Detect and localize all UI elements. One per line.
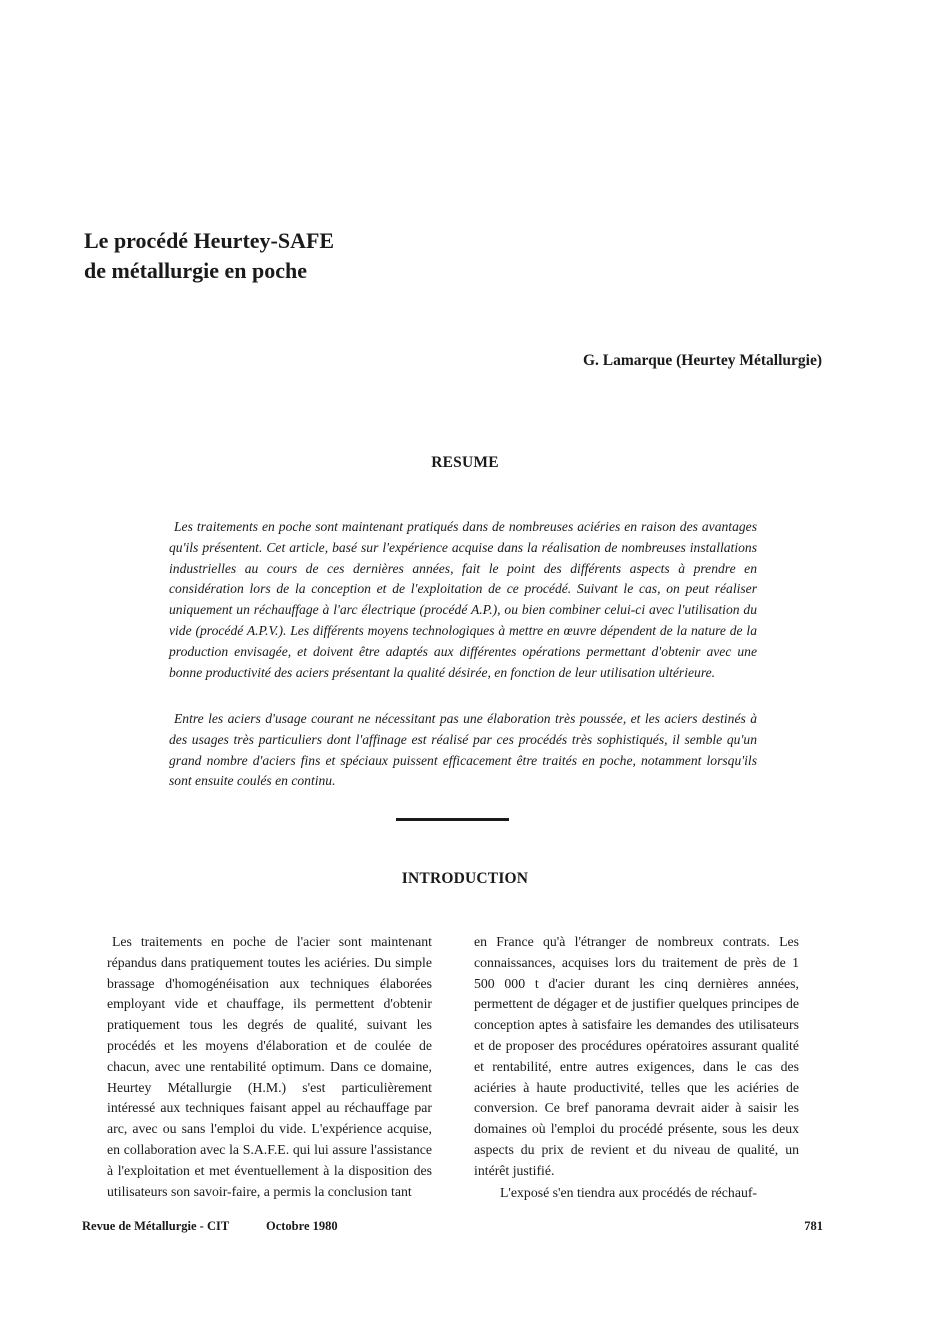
footer-page-number: 781 (804, 1219, 823, 1233)
section-divider (396, 818, 509, 821)
introduction-heading: INTRODUCTION (401, 870, 529, 887)
introduction-right-column-continuation: L'exposé s'en tiendra aux procédés de réchauf- (500, 1185, 758, 1200)
introduction-left-column: Les traitements en poche de l'acier sont maintenant répandus dans pratiquement toutes les aciéries. Du simple brassage d'homogénéisation aux techniques élaborées employant vide et chauffage, ils permettent d'obtenir pratiquement tous les degrés de qualité, suivant les procédés et les moyens d'élaboration et de coulée de chacun, avec une rentabilité optimum. Dans ce domaine, Heurtey Métallurgie (H.M.) s'est particulièrement intéressé aux techniques faisant appel au réchauffage par arc, avec ou sans l'emploi du vide. L'expérience acquise, en collaboration avec la S.A.F.E. qui lui assure l'assistance à l'exploitation et met éventuellement à la disposition des utilisateurs son savoir-faire, a permis la conclusion tant (107, 934, 432, 1199)
footer-journal-name: Revue de Métallurgie - CIT (82, 1219, 230, 1233)
title-line-2: de métallurgie en poche (84, 258, 308, 283)
author-line: G. Lamarque (Heurtey Métallurgie) (582, 352, 822, 369)
abstract-paragraph-1: Les traitements en poche sont maintenant pratiqués dans de nombreuses aciéries en raison des avantages qu'ils présentent. Cet article, basé sur l'expérience acquise dans la réalisation de nombreuses installations industrielles au cours de ces dernières années, fait le point des différents aspects à prendre en considération lors de la conception et de l'exploitation de ce procédé. Suivant le cas, on peut réaliser uniquement un réchauffage à l'arc électrique (procédé A.P.), ou bien combiner celui-ci avec l'utilisation du vide (procédé A.P.V.). Les différents moyens technologiques à mettre en œuvre dépendent de la nature de la production envisagée, et doivent être adaptés aux différentes opérations permettant d'obtenir avec une bonne productivité des aciers présentant la qualité désirée, en fonction de leur utilisation ultérieure. (169, 519, 757, 680)
footer-issue-date: Octobre 1980 (266, 1219, 338, 1233)
article-title (84, 226, 334, 286)
title-line-1: Le procédé Heurtey-SAFE (84, 228, 335, 253)
resume-heading: RESUME (431, 454, 499, 471)
abstract-paragraph-2: Entre les aciers d'usage courant ne nécessitant pas une élaboration très poussée, et les aciers destinés à des usages très particuliers dont l'affinage est réalisé par ces procédés très sophistiqués, il semble qu'un grand nombre d'aciers fins et spéciaux puissent efficacement être traités en poche, notamment lorsqu'ils sont ensuite coulés en continu. (169, 711, 757, 789)
introduction-right-column: en France qu'à l'étranger de nombreux contrats. Les connaissances, acquises lors du traitement de près de 1 500 000 t d'acier durant les cinq dernières années, permettent de dégager et de justifier quelques principes de conception aptes à satisfaire les demandes des utilisateurs et de proposer des procédures opératoires assurant qualité et rentabilité, entre autres exigences, dans le cas des aciéries à haute productivité, telles que les aciéries de conversion. Ce bref panorama devrait aider à saisir les domaines où l'emploi du procédé présente, sous les deux aspects du prix de revient et du niveau de qualité, un intérêt justifié. (474, 934, 799, 1178)
